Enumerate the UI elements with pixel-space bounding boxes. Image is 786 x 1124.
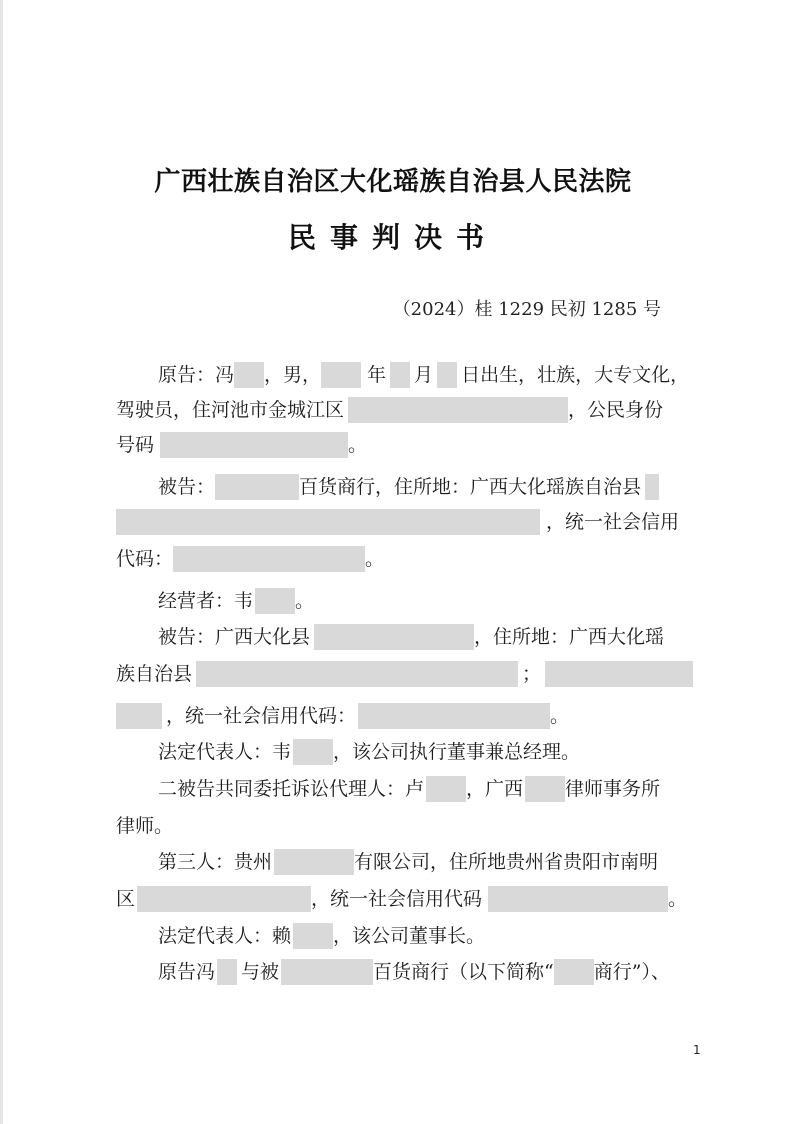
redaction (116, 509, 540, 535)
agent-line-1: 二被告共同委托诉讼代理人：卢 ，广西 律师事务所 (158, 778, 661, 800)
redaction (274, 849, 354, 875)
redaction (390, 362, 410, 388)
operator-line: 经营者：韦 。 (158, 590, 315, 612)
redaction (116, 703, 162, 729)
redaction (255, 588, 295, 614)
redaction (217, 959, 237, 985)
defendant1-line-3: 代码： 。 (116, 548, 385, 570)
redaction (488, 886, 668, 912)
plaintiff-line-3: 号码 。 (116, 434, 368, 456)
redaction (234, 362, 264, 388)
third-party-line-2: 区 ，统一社会信用代码 。 (116, 888, 688, 910)
redaction (173, 546, 365, 572)
third-party-line-1: 第三人：贵州 有限公司，住所地贵州省贵阳市南明 (158, 851, 659, 873)
redaction (426, 776, 466, 802)
redaction (281, 959, 373, 985)
redaction (437, 362, 457, 388)
defendant2-line-3: ，统一社会信用代码： 。 (116, 702, 701, 730)
defendant1-line-2: ，统一社会信用 (116, 508, 701, 536)
legal-rep-line-1: 法定代表人：韦 ，该公司执行董事兼总经理。 (158, 741, 581, 763)
redaction (137, 886, 311, 912)
legal-rep-line-2: 法定代表人：赖 ，该公司董事长。 (158, 925, 486, 947)
redaction (348, 397, 568, 423)
redaction (554, 959, 594, 985)
redaction (293, 739, 333, 765)
agent-line-2: 律师。 (116, 815, 174, 837)
redaction (215, 474, 299, 500)
redaction (321, 362, 361, 388)
redaction (160, 432, 348, 458)
redaction (293, 923, 333, 949)
case-number: （2024）桂 1229 民初 1285 号 (392, 299, 661, 320)
court-name: 广西壮族自治区大化瑶族自治县人民法院 (154, 167, 632, 197)
document-type-title: 民事判决书 (287, 221, 498, 254)
narrative-line-1: 原告冯 与被 百货商行（以下简称“ 商行”）、 (158, 961, 670, 983)
redaction (314, 624, 474, 650)
redaction (645, 474, 659, 500)
redaction (196, 661, 518, 687)
plaintiff-line-2: 驾驶员，住河池市金城江区 ，公民身份 (116, 399, 664, 421)
page-number: 1 (693, 1043, 701, 1057)
redaction (545, 661, 693, 687)
redaction (525, 776, 565, 802)
plaintiff-line-1: 原告：冯 ，男， 年 月 日出生，壮族，大专文化， (158, 364, 690, 386)
defendant1-line-1: 被告： 百货商行，住所地：广西大化瑶族自治县 (116, 473, 701, 501)
redaction (358, 703, 550, 729)
defendant2-line-2: 族自治县 ； (116, 660, 701, 688)
defendant2-line-1: 被告：广西大化县 ，住所地：广西大化瑶 (158, 626, 665, 648)
